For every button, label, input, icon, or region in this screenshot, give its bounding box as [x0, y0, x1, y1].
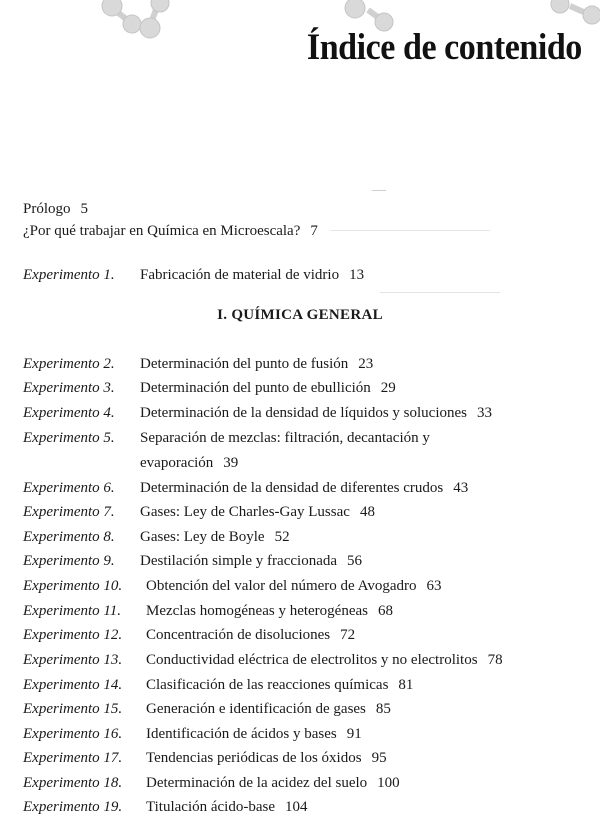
- toc-entry-experiment-14[interactable]: [23, 675, 413, 695]
- entry-title: Generación e identificación de gases: [146, 701, 366, 717]
- page-number: 43: [453, 480, 469, 496]
- page-number: 29: [380, 380, 396, 396]
- page-number: 52: [274, 529, 290, 545]
- toc-entry-experiment-17[interactable]: [23, 748, 387, 768]
- page-title: Índice de contenido: [307, 27, 582, 68]
- experiment-label: Experimento 7.: [23, 504, 115, 520]
- entry-title: Determinación de la densidad de diferentes crudos: [140, 480, 444, 496]
- print-mark: [380, 292, 500, 293]
- experiment-label: Experimento 12.: [23, 627, 123, 643]
- entry-title: Determinación del punto de ebullición: [140, 380, 371, 396]
- experiment-label: Experimento 17.: [23, 750, 123, 766]
- toc-entry-experiment-8[interactable]: [23, 527, 290, 547]
- entry-title: Prólogo: [23, 201, 71, 217]
- page-number: 48: [359, 504, 375, 520]
- experiment-label: Experimento 5.: [23, 430, 115, 446]
- entry-title: Fabricación de material de vidrio: [140, 267, 340, 283]
- entry-title: Identificación de ácidos y bases: [146, 726, 337, 742]
- toc-entry-experiment-15[interactable]: [23, 699, 391, 719]
- toc-entry-prologo[interactable]: [23, 199, 88, 219]
- entry-title: Tendencias periódicas de los óxidos: [146, 750, 362, 766]
- toc-entry-experiment-5-continuation[interactable]: [140, 453, 238, 473]
- entry-title: Concentración de disoluciones: [146, 627, 331, 643]
- entry-title: Separación de mezclas: filtración, decantación y: [140, 430, 430, 446]
- toc-entry-experiment-16[interactable]: [23, 724, 362, 744]
- toc-entry-experiment-7[interactable]: [23, 502, 375, 522]
- toc-entry-experiment-12[interactable]: [23, 625, 355, 645]
- experiment-label: Experimento 19.: [23, 799, 123, 815]
- toc-entry-experiment-6[interactable]: [23, 478, 468, 498]
- toc-entry-experiment-4[interactable]: [23, 403, 492, 423]
- entry-title: Clasificación de las reacciones químicas: [146, 677, 389, 693]
- entry-title: Determinación del punto de fusión: [140, 356, 349, 372]
- experiment-label: Experimento 3.: [23, 380, 115, 396]
- toc-entry-experiment-19[interactable]: [23, 797, 308, 817]
- entry-title: Conductividad eléctrica de electrolitos y no electrolitos: [146, 652, 478, 668]
- toc-entry-experiment-9[interactable]: [23, 551, 362, 571]
- toc-entry-experiment-2[interactable]: [23, 354, 373, 374]
- section-heading: I. QUÍMICA GENERAL: [217, 307, 383, 323]
- toc-entry-experiment-1[interactable]: [23, 265, 364, 285]
- experiment-label: Experimento 13.: [23, 652, 123, 668]
- toc-entry-experiment-11[interactable]: [23, 601, 393, 621]
- toc-entry-experiment-13[interactable]: [23, 650, 503, 670]
- page-number: 33: [477, 405, 493, 421]
- experiment-label: Experimento 10.: [23, 578, 123, 594]
- print-mark: [330, 230, 490, 231]
- print-mark: [372, 190, 386, 191]
- page-number: 91: [346, 726, 362, 742]
- page-number: 23: [358, 356, 374, 372]
- experiment-label: Experimento 6.: [23, 480, 115, 496]
- page-number: 63: [426, 578, 442, 594]
- page-number: 78: [487, 652, 503, 668]
- entry-title: Obtención del valor del número de Avogadro: [146, 578, 417, 594]
- entry-title: Determinación de la acidez del suelo: [146, 775, 368, 791]
- page-number: 56: [347, 553, 363, 569]
- toc-entry-experiment-10[interactable]: [23, 576, 441, 596]
- toc-entry-microescala[interactable]: [23, 221, 318, 241]
- entry-title: Titulación ácido-base: [146, 799, 276, 815]
- page-number: 68: [378, 603, 393, 619]
- experiment-label: Experimento 2.: [23, 356, 115, 372]
- experiment-label: Experimento 9.: [23, 553, 115, 569]
- page-number: 85: [375, 701, 391, 717]
- entry-title: Determinación de la densidad de líquidos y soluciones: [140, 405, 468, 421]
- experiment-label: Experimento 1.: [23, 267, 115, 283]
- entry-title: Mezclas homogéneas y heterogéneas: [146, 603, 368, 619]
- toc-entry-experiment-18[interactable]: [23, 773, 400, 793]
- page-number: 81: [398, 677, 414, 693]
- experiment-label: Experimento 14.: [23, 677, 123, 693]
- experiment-label: Experimento 18.: [23, 775, 123, 791]
- page-number: 104: [285, 799, 308, 815]
- page-number: 95: [371, 750, 387, 766]
- experiment-label: Experimento 8.: [23, 529, 115, 545]
- entry-title: Destilación simple y fraccionada: [140, 553, 338, 569]
- page-number: 100: [377, 775, 400, 791]
- experiment-label: Experimento 4.: [23, 405, 115, 421]
- experiment-label: Experimento 11.: [23, 603, 122, 619]
- toc-entry-experiment-3[interactable]: [23, 378, 396, 398]
- entry-title-continuation: evaporación: [140, 455, 214, 471]
- experiment-label: Experimento 15.: [23, 701, 123, 717]
- page-number: 72: [340, 627, 356, 643]
- page-number: 13: [349, 267, 365, 283]
- page-number: 5: [80, 201, 89, 217]
- page-number: 39: [223, 455, 239, 471]
- page-number: 7: [310, 223, 318, 239]
- experiment-label: Experimento 16.: [23, 726, 123, 742]
- toc-entry-experiment-5[interactable]: [23, 428, 430, 448]
- entry-title: ¿Por qué trabajar en Química en Microescala?: [23, 223, 301, 239]
- entry-title: Gases: Ley de Boyle: [140, 529, 265, 545]
- entry-title: Gases: Ley de Charles-Gay Lussac: [140, 504, 350, 520]
